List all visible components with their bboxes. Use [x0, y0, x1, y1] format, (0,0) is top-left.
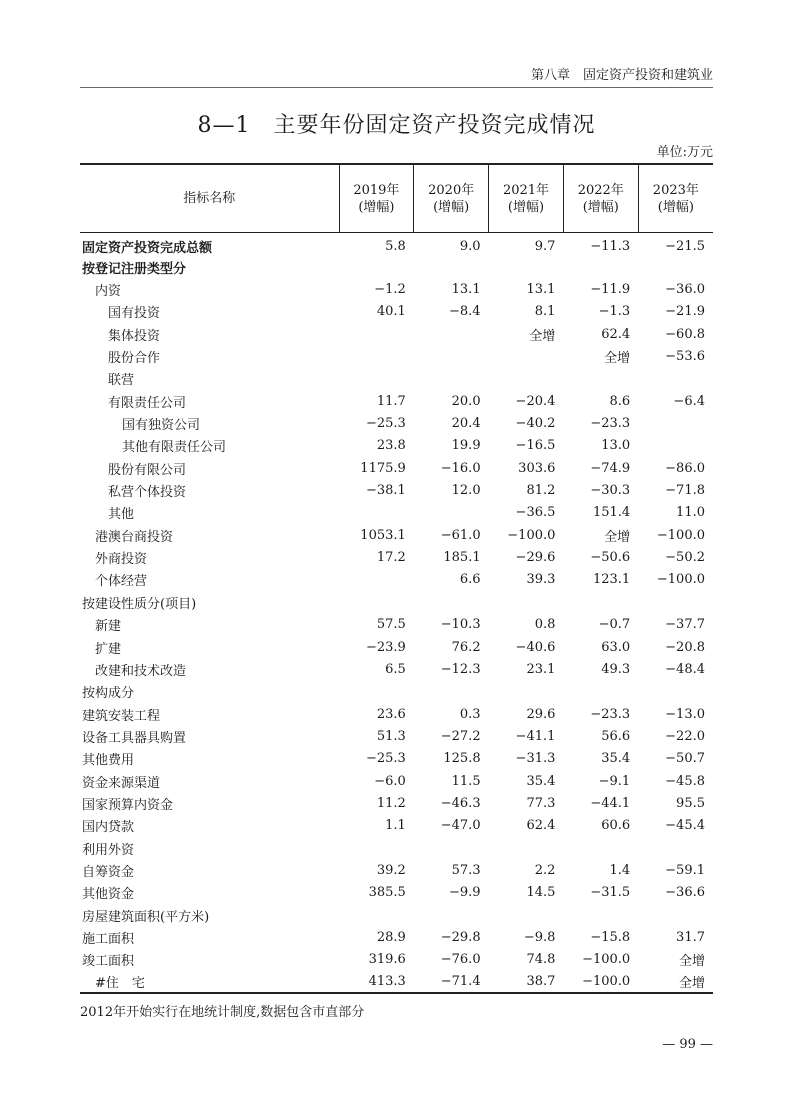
table-body	[80, 233, 713, 994]
cell-value: −100.0	[563, 971, 638, 993]
row-label: 施工面积	[82, 931, 135, 947]
table-row	[80, 591, 713, 613]
table-row	[80, 904, 713, 926]
row-label: 私营个体投资	[108, 485, 187, 501]
cell-value	[339, 681, 414, 703]
header-2023: 2023年 (增幅)	[638, 164, 713, 233]
cell-value	[339, 904, 414, 926]
cell-value: −45.4	[665, 818, 705, 834]
cell-value: −71.8	[665, 483, 705, 499]
cell-value: −31.3	[515, 751, 556, 767]
table-row	[80, 658, 713, 680]
cell-value: −50.2	[665, 550, 705, 566]
row-label: 其他	[108, 507, 135, 523]
unit-label: 单位:万元	[656, 145, 713, 160]
cell-value	[414, 904, 489, 926]
cell-value: −36.5	[515, 505, 556, 521]
table-row	[80, 971, 713, 993]
cell-value: −23.9	[365, 639, 406, 655]
cell-value	[638, 591, 713, 613]
footnote: 2012年开始实行在地统计制度,数据包含市直部分	[80, 1005, 365, 1020]
cell-value	[489, 904, 564, 926]
cell-value: 全增	[678, 954, 705, 970]
table-row	[80, 636, 713, 658]
cell-value	[339, 323, 414, 345]
cell-value: 51.3	[376, 728, 406, 744]
chapter-header: 第八章 固定资产投资和建筑业	[530, 68, 713, 83]
cell-value: −23.3	[590, 416, 631, 432]
table-row	[80, 256, 713, 278]
cell-value: −21.5	[665, 239, 705, 254]
row-label: 按建设性质分(项目)	[82, 596, 197, 612]
cell-value	[489, 345, 564, 367]
header-2021: 2021年 (增幅)	[489, 164, 564, 233]
cell-value: −45.8	[665, 773, 705, 789]
cell-value: 1.4	[609, 862, 631, 878]
cell-value	[414, 256, 489, 278]
table-row	[80, 837, 713, 859]
cell-value	[638, 368, 713, 390]
cell-value: −30.3	[590, 483, 631, 499]
cell-value: −46.3	[440, 795, 481, 811]
cell-value: 9.0	[459, 239, 481, 254]
cell-value: 2.2	[534, 862, 556, 878]
row-label: 竣工面积	[82, 954, 135, 970]
row-label: #住 宅	[80, 971, 339, 993]
row-label: 其他有限责任公司	[122, 440, 227, 456]
cell-value: −0.7	[598, 617, 631, 633]
cell-value: 62.4	[601, 326, 631, 342]
cell-value: −21.9	[665, 304, 705, 320]
cell-value	[414, 368, 489, 390]
cell-value: 19.9	[451, 438, 481, 454]
row-label: 其他费用	[82, 753, 135, 769]
cell-value: −59.1	[665, 862, 705, 878]
cell-value: −76.0	[440, 952, 481, 968]
row-label: 按构成分	[82, 686, 135, 702]
cell-value	[563, 837, 638, 859]
cell-value: 81.2	[526, 483, 556, 499]
cell-value: 全增	[638, 971, 713, 993]
table-row	[80, 748, 713, 770]
cell-value: −1.3	[598, 304, 631, 320]
cell-value: 14.5	[526, 885, 556, 901]
row-label: 股份有限公司	[108, 462, 187, 478]
cell-value: −11.9	[590, 282, 631, 298]
table-row	[80, 859, 713, 881]
cell-value	[638, 435, 713, 457]
cell-value: 60.6	[601, 818, 631, 834]
cell-value: 56.6	[601, 728, 631, 744]
header-2019: 2019年 (增幅)	[339, 164, 414, 233]
cell-value: 11.7	[376, 393, 406, 409]
table-row	[80, 233, 713, 257]
cell-value: 11.2	[376, 795, 406, 811]
table-row	[80, 301, 713, 323]
table-row	[80, 949, 713, 971]
data-table-wrapper	[80, 163, 713, 994]
cell-value	[414, 837, 489, 859]
cell-value	[339, 569, 414, 591]
cell-value: 63.0	[601, 639, 631, 655]
cell-value: 39.2	[376, 862, 406, 878]
cell-value: 31.7	[676, 929, 705, 945]
row-label: 利用外资	[82, 842, 135, 858]
table-row	[80, 278, 713, 300]
row-label: 国有投资	[108, 306, 161, 322]
table-row	[80, 457, 713, 479]
cell-value: 76.2	[451, 639, 481, 655]
cell-value: −40.6	[515, 639, 556, 655]
cell-value: 23.1	[526, 661, 556, 677]
table-title: 8—1 主要年份固定资产投资完成情况	[197, 113, 596, 138]
cell-value	[563, 904, 638, 926]
table-row	[80, 502, 713, 524]
row-label: 内资	[95, 284, 122, 300]
cell-value: −29.8	[440, 929, 481, 945]
cell-value: −12.3	[440, 661, 481, 677]
cell-value: −60.8	[665, 326, 705, 342]
cell-value: 23.6	[376, 706, 406, 722]
cell-value	[414, 681, 489, 703]
cell-value: −1.2	[374, 282, 406, 298]
cell-value	[489, 256, 564, 278]
cell-value: 29.6	[526, 706, 556, 722]
table-row	[80, 435, 713, 457]
cell-value: 0.8	[534, 617, 556, 633]
cell-value	[638, 412, 713, 434]
cell-value: 5.8	[385, 239, 406, 254]
table-row	[80, 815, 713, 837]
cell-value	[638, 256, 713, 278]
cell-value: 28.9	[376, 929, 406, 945]
cell-value: −31.5	[590, 885, 631, 901]
table-row	[80, 479, 713, 501]
table-row	[80, 569, 713, 591]
cell-value	[339, 368, 414, 390]
cell-value: −11.3	[590, 239, 631, 254]
cell-value: −27.2	[440, 728, 481, 744]
row-label: 房屋建筑面积(平方米)	[82, 909, 210, 925]
cell-value: 11.5	[451, 773, 481, 789]
cell-value: −40.2	[515, 416, 556, 432]
page-number: — 99 —	[662, 1037, 713, 1052]
cell-value: 0.3	[459, 706, 481, 722]
cell-value: −53.6	[665, 349, 705, 365]
table-row	[80, 546, 713, 568]
row-label: 建筑安装工程	[82, 708, 161, 724]
table-row	[80, 703, 713, 725]
cell-value: 6.5	[385, 661, 406, 677]
row-label: 资金来源渠道	[82, 775, 161, 791]
cell-value	[638, 837, 713, 859]
cell-value: 39.3	[526, 572, 556, 588]
table-row	[80, 770, 713, 792]
row-label: 国有独资公司	[122, 418, 201, 434]
cell-value: 6.6	[459, 572, 481, 588]
cell-value: −36.0	[665, 282, 705, 298]
row-label: 国内贷款	[82, 820, 135, 836]
header-2022: 2022年 (增幅)	[563, 164, 638, 233]
row-label: 改建和技术改造	[95, 663, 187, 679]
row-label: 外商投资	[95, 552, 148, 568]
cell-value	[563, 368, 638, 390]
cell-value: −100.0	[656, 572, 705, 588]
cell-value	[489, 681, 564, 703]
cell-value: −9.1	[598, 773, 631, 789]
table-row	[80, 412, 713, 434]
cell-value: 9.7	[534, 239, 556, 254]
table-row	[80, 926, 713, 948]
investment-table	[80, 163, 713, 994]
cell-value: −9.9	[449, 885, 481, 901]
cell-value	[339, 256, 414, 278]
row-label: 设备工具器具购置	[82, 730, 187, 746]
cell-value: −8.4	[449, 304, 481, 320]
row-label: 按登记注册类型分	[82, 261, 187, 277]
row-label: 自筹资金	[82, 864, 135, 880]
cell-value: 1175.9	[360, 460, 406, 476]
row-label: 新建	[95, 619, 122, 635]
cell-value: −100.0	[582, 952, 631, 968]
row-label: 国家预算内资金	[82, 797, 174, 813]
cell-value: −37.7	[665, 617, 705, 633]
cell-value: −48.4	[665, 661, 705, 677]
cell-value: 17.2	[376, 550, 406, 566]
cell-value	[414, 591, 489, 613]
cell-value	[563, 256, 638, 278]
cell-value: −44.1	[590, 795, 631, 811]
cell-value: 40.1	[376, 304, 406, 320]
cell-value: 49.3	[601, 661, 631, 677]
cell-value	[638, 904, 713, 926]
cell-value: 23.8	[376, 438, 406, 454]
table-header-row	[80, 164, 713, 233]
cell-value: 13.1	[526, 282, 556, 298]
table-row	[80, 725, 713, 747]
cell-value: 74.8	[526, 952, 556, 968]
row-label: 港澳台商投资	[95, 529, 174, 545]
cell-value: 1.1	[385, 818, 406, 834]
cell-value: −71.4	[414, 971, 489, 993]
cell-value: 35.4	[526, 773, 556, 789]
header-2020: 2020年 (增幅)	[414, 164, 489, 233]
cell-value: −23.3	[590, 706, 631, 722]
cell-value: −25.3	[365, 751, 406, 767]
cell-value: 1053.1	[360, 527, 406, 543]
row-label: 集体投资	[108, 328, 161, 344]
cell-value: −9.8	[523, 929, 556, 945]
table-row	[80, 323, 713, 345]
cell-value: 全增	[604, 351, 631, 367]
cell-value: −6.4	[673, 393, 705, 409]
cell-value	[563, 681, 638, 703]
cell-value	[339, 502, 414, 524]
cell-value: 57.5	[376, 617, 406, 633]
row-label: 联营	[108, 373, 135, 389]
cell-value: −36.6	[665, 885, 705, 901]
cell-value: 125.8	[443, 751, 481, 767]
cell-value: −13.0	[665, 706, 705, 722]
cell-value: −16.5	[515, 438, 556, 454]
cell-value: 11.0	[676, 505, 705, 521]
cell-value	[414, 323, 489, 345]
cell-value: 319.6	[368, 952, 406, 968]
cell-value: 12.0	[451, 483, 481, 499]
cell-value: 413.3	[339, 971, 414, 993]
table-row	[80, 882, 713, 904]
cell-value: 77.3	[526, 795, 556, 811]
row-label: 个体经营	[95, 574, 148, 590]
table-row	[80, 345, 713, 367]
cell-value: 38.7	[489, 971, 564, 993]
table-row	[80, 792, 713, 814]
table-row	[80, 681, 713, 703]
cell-value: −100.0	[656, 527, 705, 543]
cell-value	[339, 345, 414, 367]
cell-value	[339, 837, 414, 859]
row-label: 扩建	[95, 641, 122, 657]
cell-value: 35.4	[601, 751, 631, 767]
cell-value	[489, 368, 564, 390]
cell-value: 8.6	[609, 393, 631, 409]
cell-value: −20.4	[515, 393, 556, 409]
cell-value: 13.1	[451, 282, 481, 298]
cell-value	[489, 591, 564, 613]
cell-value	[339, 591, 414, 613]
cell-value: 385.5	[368, 885, 406, 901]
row-label: 固定资产投资完成总额	[82, 241, 213, 256]
row-label: 股份合作	[108, 351, 161, 367]
cell-value: 303.6	[518, 460, 556, 476]
cell-value: 151.4	[592, 505, 631, 521]
cell-value: −10.3	[440, 617, 481, 633]
cell-value: 20.0	[451, 393, 481, 409]
cell-value: −50.7	[665, 751, 705, 767]
cell-value: −25.3	[365, 416, 406, 432]
cell-value: 57.3	[451, 862, 481, 878]
cell-value: −100.0	[507, 527, 556, 543]
cell-value	[414, 502, 489, 524]
cell-value: 全增	[604, 529, 631, 545]
cell-value	[414, 345, 489, 367]
table-row	[80, 614, 713, 636]
cell-value	[489, 837, 564, 859]
cell-value	[638, 681, 713, 703]
cell-value: 8.1	[534, 304, 556, 320]
cell-value: 62.4	[526, 818, 556, 834]
cell-value: 95.5	[676, 795, 705, 811]
cell-value: 全增	[529, 328, 556, 344]
cell-value: −86.0	[665, 460, 705, 476]
cell-value: −16.0	[440, 460, 481, 476]
cell-value: −20.8	[665, 639, 705, 655]
cell-value: −22.0	[665, 728, 705, 744]
cell-value: 123.1	[592, 572, 631, 588]
cell-value: 185.1	[443, 550, 481, 566]
header-indicator: 指标名称	[80, 164, 339, 233]
cell-value: −38.1	[365, 483, 406, 499]
cell-value: 13.0	[601, 438, 631, 454]
cell-value: −74.9	[590, 460, 631, 476]
header-rule	[80, 87, 713, 88]
cell-value	[563, 591, 638, 613]
cell-value: −41.1	[515, 728, 556, 744]
row-label: 有限责任公司	[108, 395, 187, 411]
cell-value: −15.8	[590, 929, 631, 945]
cell-value: −50.6	[590, 550, 631, 566]
row-label: 其他资金	[82, 887, 135, 903]
cell-value: −6.0	[374, 773, 406, 789]
table-row	[80, 368, 713, 390]
cell-value: −61.0	[440, 527, 481, 543]
cell-value: 20.4	[451, 416, 481, 432]
table-row	[80, 524, 713, 546]
cell-value: −47.0	[440, 818, 481, 834]
cell-value: −29.6	[515, 550, 556, 566]
table-row	[80, 390, 713, 412]
